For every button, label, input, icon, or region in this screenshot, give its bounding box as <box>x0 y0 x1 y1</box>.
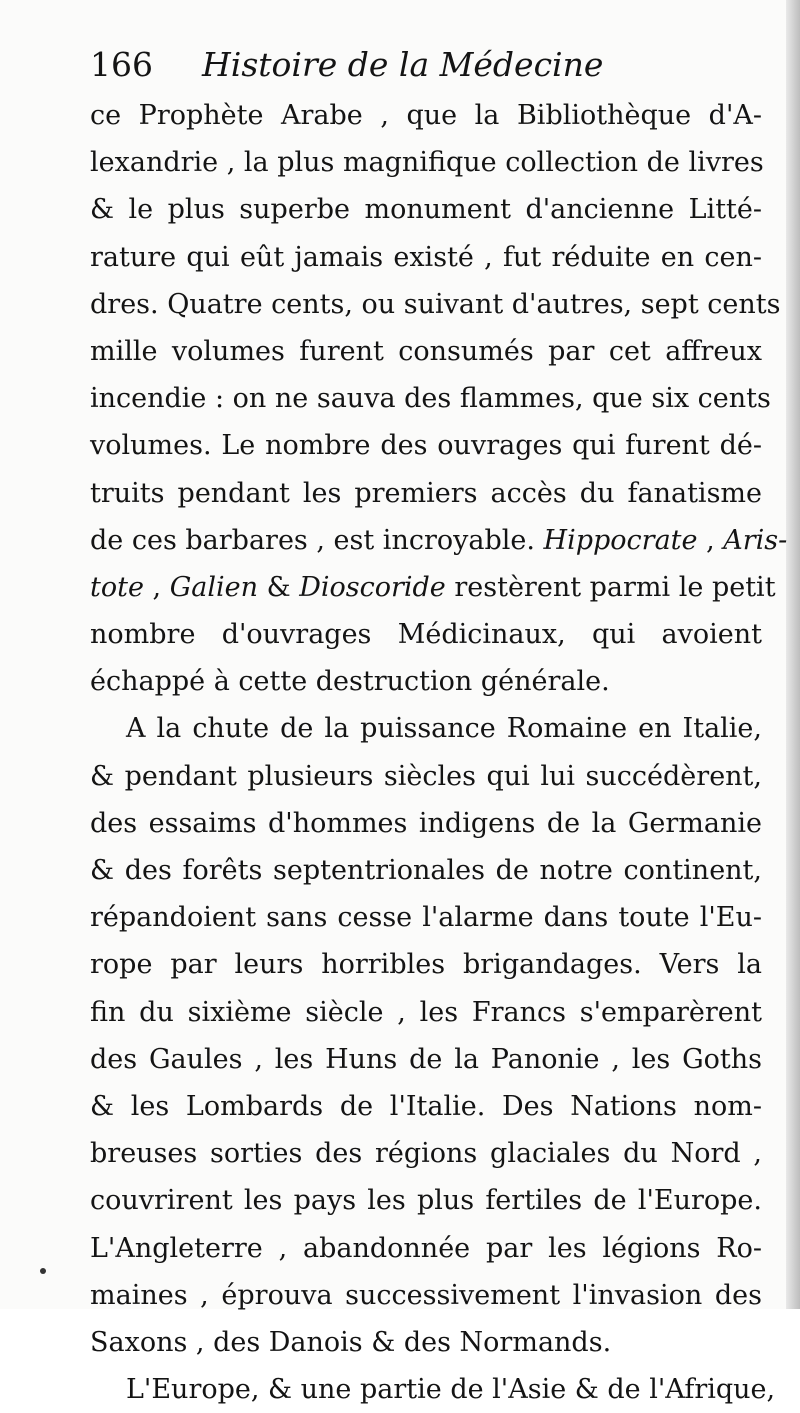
text-segment: mille volumes furent consumés par cet affreux <box>90 335 762 367</box>
text-segment: des essaims d'hommes indigens de la Germanie <box>90 807 762 839</box>
text-line <box>90 753 762 800</box>
text-segment: A la chute de la puissance Romaine en Italie, <box>126 713 762 745</box>
text-segment: échappé à cette destruction générale. <box>90 666 610 698</box>
page-header <box>90 38 762 92</box>
text-segment: , <box>697 524 724 556</box>
text-line <box>90 234 762 281</box>
text-line <box>90 139 762 186</box>
text-segment: L'Angleterre , abandonnée par les légions Ro- <box>90 1232 762 1264</box>
text-line <box>90 800 762 847</box>
text-line <box>90 328 762 375</box>
text-line <box>90 847 762 894</box>
text-line <box>90 705 762 752</box>
text-segment: breuses sorties des régions glaciales du Nord , <box>90 1138 762 1170</box>
text-segment: & le plus superbe monument d'ancienne Litté- <box>90 194 762 226</box>
text-line <box>90 1036 762 1083</box>
text-line <box>90 941 762 988</box>
text-line <box>90 658 762 705</box>
text-line <box>90 281 781 328</box>
paragraph <box>90 705 762 1366</box>
text-line <box>90 1272 762 1319</box>
text-line <box>90 1319 762 1366</box>
text-segment: maines , éprouva successivement l'invasion des <box>90 1279 762 1311</box>
text-line <box>90 1366 776 1413</box>
text-segment: couvrirent les pays les plus fertiles de l'Europe. <box>90 1185 762 1217</box>
text-segment: lexandrie , la plus magnifique collection de livres <box>90 147 764 179</box>
text-segment: nombre d'ouvrages Médicinaux, qui avoient <box>90 619 762 651</box>
text-segment: truits pendant les premiers accès du fanatisme <box>90 477 762 509</box>
text-segment: & les Lombards de l'Italie. Des Nations nom- <box>90 1090 762 1122</box>
body-text <box>90 92 788 1413</box>
text-line <box>90 1225 762 1272</box>
text-segment: fin du sixième siècle , les Francs s'emparèrent <box>90 996 762 1028</box>
text-block <box>90 38 788 1413</box>
text-segment: rope par leurs horribles brigandages. Vers la <box>90 949 762 981</box>
text-segment: répandoient sans cesse l'alarme dans toute l'Eu- <box>90 902 762 934</box>
text-segment: & <box>258 571 300 603</box>
page-number: 166 <box>90 45 153 84</box>
text-line <box>90 186 762 233</box>
text-line <box>90 375 771 422</box>
running-title: Histoire de la Médecine <box>202 45 604 84</box>
text-segment: dres. Quatre cents, ou suivant d'autres, sept cents <box>90 288 781 320</box>
text-line <box>90 92 762 139</box>
text-line <box>90 989 762 1036</box>
italic-name: Galien <box>169 571 258 603</box>
text-line <box>90 1130 762 1177</box>
page-gutter-shadow <box>786 0 800 1309</box>
text-line <box>90 470 762 517</box>
italic-name: Hippocrate <box>543 524 698 556</box>
text-line <box>90 894 762 941</box>
text-line <box>90 564 776 611</box>
text-segment: volumes. Le nombre des ouvrages qui furent dé- <box>90 430 762 462</box>
text-segment: incendie : on ne sauva des flammes, que six cents <box>90 383 771 415</box>
text-line <box>90 611 762 658</box>
text-segment: rature qui eût jamais existé , fut réduite en cen- <box>90 241 762 273</box>
text-line <box>90 422 762 469</box>
text-line <box>90 517 788 564</box>
paragraph <box>90 92 788 705</box>
text-segment: L'Europe, & une partie de l'Asie & de l'Afrique, <box>126 1374 776 1406</box>
text-segment: & pendant plusieurs siècles qui lui succédèrent, <box>90 760 762 792</box>
text-segment: , <box>143 571 170 603</box>
text-line <box>90 1177 762 1224</box>
italic-name: tote <box>90 571 144 603</box>
text-segment: des Gaules , les Huns de la Panonie , les Goths <box>90 1043 762 1075</box>
text-segment: ce Prophète Arabe , que la Bibliothèque d'A- <box>90 100 762 131</box>
ink-speck <box>40 1268 46 1274</box>
italic-name: Dioscoride <box>299 571 446 603</box>
text-segment: restèrent parmi le petit <box>445 571 776 603</box>
text-segment: & des forêts septentrionales de notre continent, <box>90 855 762 886</box>
paragraph <box>90 1366 776 1413</box>
text-segment: de ces barbares , est incroyable. <box>90 524 544 556</box>
text-segment: Saxons , des Danois & des Normands. <box>90 1326 612 1358</box>
text-line <box>90 1083 762 1130</box>
italic-name: Aris- <box>723 524 788 556</box>
